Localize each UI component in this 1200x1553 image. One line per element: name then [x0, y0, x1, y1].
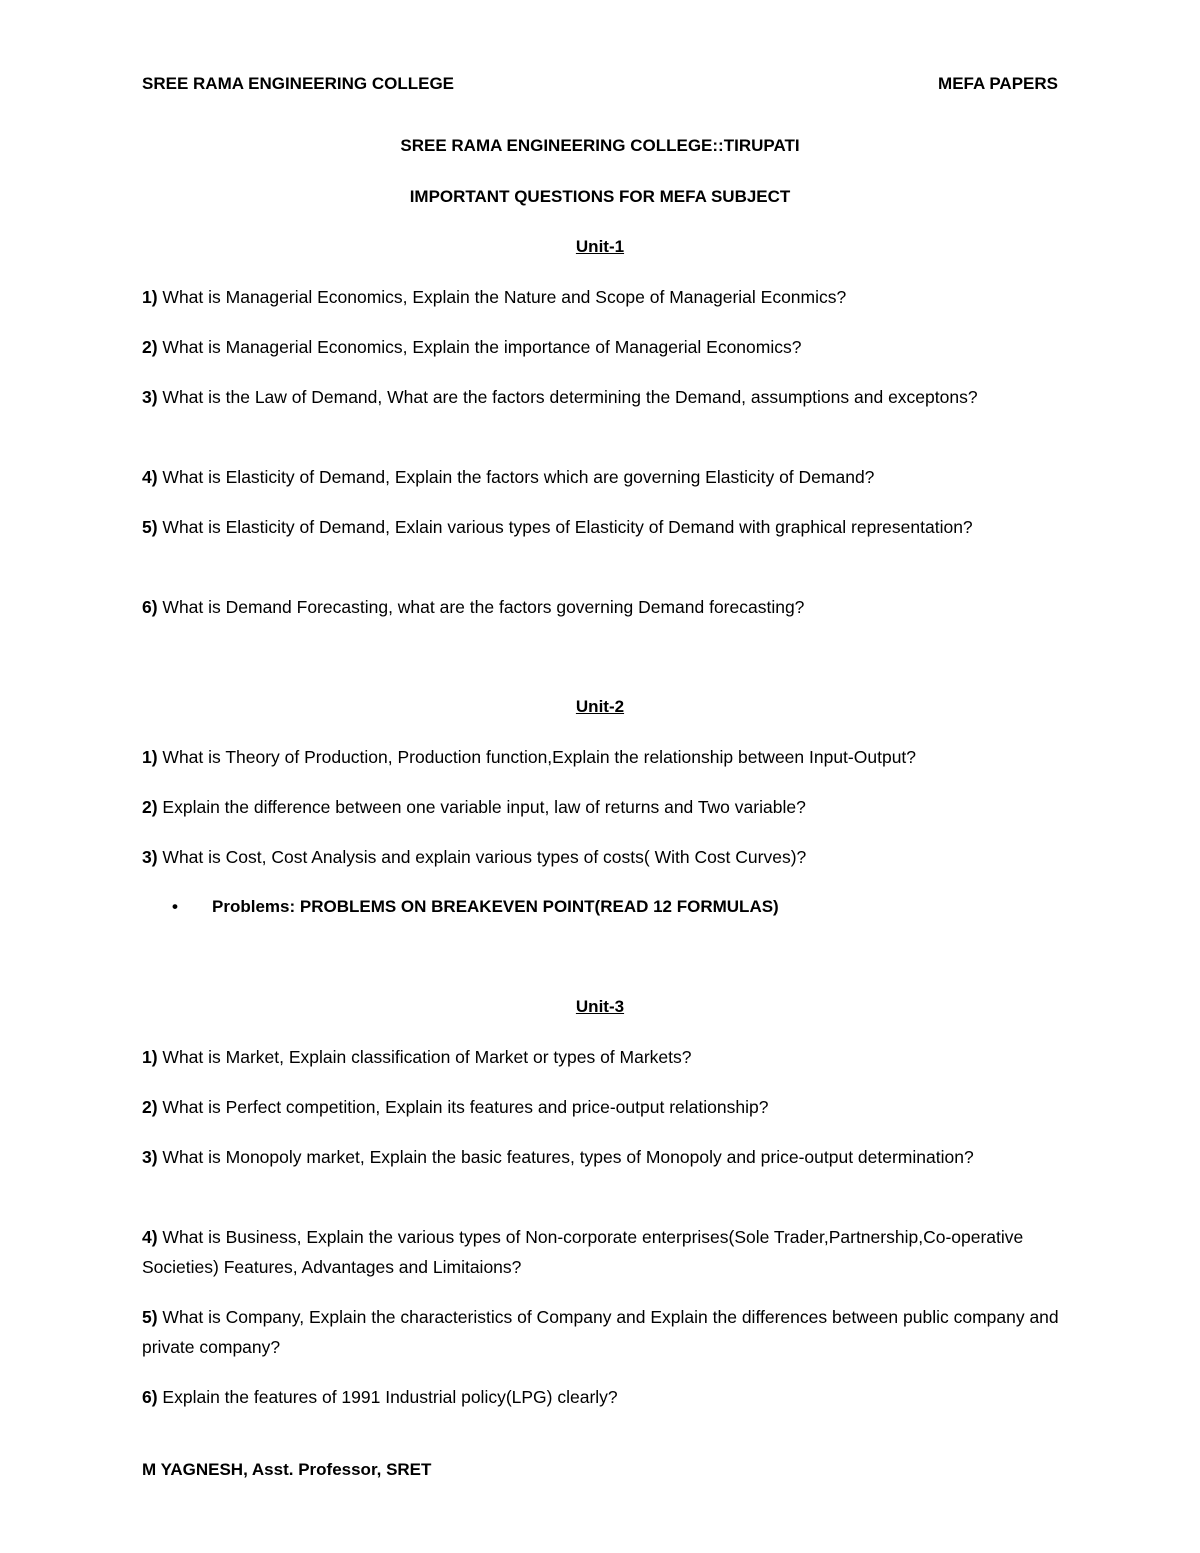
- question-item: [142, 1092, 1062, 1122]
- unit-1-heading: Unit-1: [575, 237, 625, 256]
- question-number: 6): [142, 597, 158, 617]
- header-college: SREE RAMA ENGINEERING COLLEGE: [142, 74, 455, 93]
- question-number: 4): [142, 1227, 158, 1247]
- question-item: [142, 1302, 1062, 1362]
- question-number: 2): [142, 1097, 158, 1117]
- unit-2-heading: Unit-2: [575, 697, 625, 716]
- question-item: [142, 1142, 1062, 1172]
- question-text: What is Company, Explain the characteristics of Company and Explain the differences between public company and private company?: [142, 1307, 1059, 1357]
- question-text: What is Perfect competition, Explain its features and price-output relationship?: [157, 1097, 769, 1117]
- question-item: [142, 462, 1062, 492]
- question-item: [142, 792, 1062, 822]
- question-item: [142, 592, 1062, 622]
- question-item: [142, 842, 1062, 872]
- question-text: Explain the difference between one variable input, law of returns and Two variable?: [157, 797, 806, 817]
- problems-note: Problems: PROBLEMS ON BREAKEVEN POINT(READ 12 FORMULAS): [212, 897, 779, 916]
- document-subtitle: IMPORTANT QUESTIONS FOR MEFA SUBJECT: [409, 187, 791, 206]
- question-item: [142, 382, 1062, 412]
- question-number: 5): [142, 1307, 158, 1327]
- question-text: What is Elasticity of Demand, Exlain various types of Elasticity of Demand with graphical representation?: [157, 517, 973, 537]
- question-number: 1): [142, 1047, 158, 1067]
- unit-3-heading: Unit-3: [575, 997, 625, 1016]
- question-number: 3): [142, 847, 158, 867]
- question-number: 4): [142, 467, 158, 487]
- question-number: 3): [142, 387, 158, 407]
- question-text: Explain the features of 1991 Industrial policy(LPG) clearly?: [157, 1387, 618, 1407]
- question-number: 1): [142, 747, 158, 767]
- question-text: What is Managerial Economics, Explain the importance of Managerial Economics?: [157, 337, 802, 357]
- question-text: What is Monopoly market, Explain the basic features, types of Monopoly and price-output determination?: [157, 1147, 974, 1167]
- bullet-icon: •: [172, 897, 178, 916]
- question-text: What is Demand Forecasting, what are the factors governing Demand forecasting?: [157, 597, 805, 617]
- question-item: [142, 742, 1062, 772]
- question-number: 5): [142, 517, 158, 537]
- question-text: What is Market, Explain classification of Market or types of Markets?: [157, 1047, 692, 1067]
- question-number: 2): [142, 337, 158, 357]
- question-number: 1): [142, 287, 158, 307]
- question-text: What is Theory of Production, Production function,Explain the relationship between Input-Output?: [157, 747, 917, 767]
- question-item: [142, 332, 1062, 362]
- question-text: What is Business, Explain the various types of Non-corporate enterprises(Sole Trader,Partnership,Co-operative Societies) Features, Advantages and Limitaions?: [142, 1227, 1024, 1277]
- question-number: 3): [142, 1147, 158, 1167]
- question-text: What is the Law of Demand, What are the factors determining the Demand, assumptions and exceptons?: [157, 387, 978, 407]
- question-text: What is Cost, Cost Analysis and explain various types of costs( With Cost Curves)?: [157, 847, 807, 867]
- question-number: 2): [142, 797, 158, 817]
- question-item: [142, 1382, 1062, 1412]
- question-text: What is Elasticity of Demand, Explain the factors which are governing Elasticity of Demand?: [157, 467, 875, 487]
- question-item: [142, 1042, 1062, 1072]
- footer-author: M YAGNESH, Asst. Professor, SRET: [142, 1460, 432, 1479]
- question-item: [142, 282, 1062, 312]
- question-number: 6): [142, 1387, 158, 1407]
- question-item: [142, 512, 1062, 542]
- question-text: What is Managerial Economics, Explain the Nature and Scope of Managerial Econmics?: [157, 287, 847, 307]
- document-title: SREE RAMA ENGINEERING COLLEGE::TIRUPATI: [400, 136, 800, 155]
- question-item: [142, 1222, 1062, 1282]
- header-papers: MEFA PAPERS: [938, 74, 1058, 93]
